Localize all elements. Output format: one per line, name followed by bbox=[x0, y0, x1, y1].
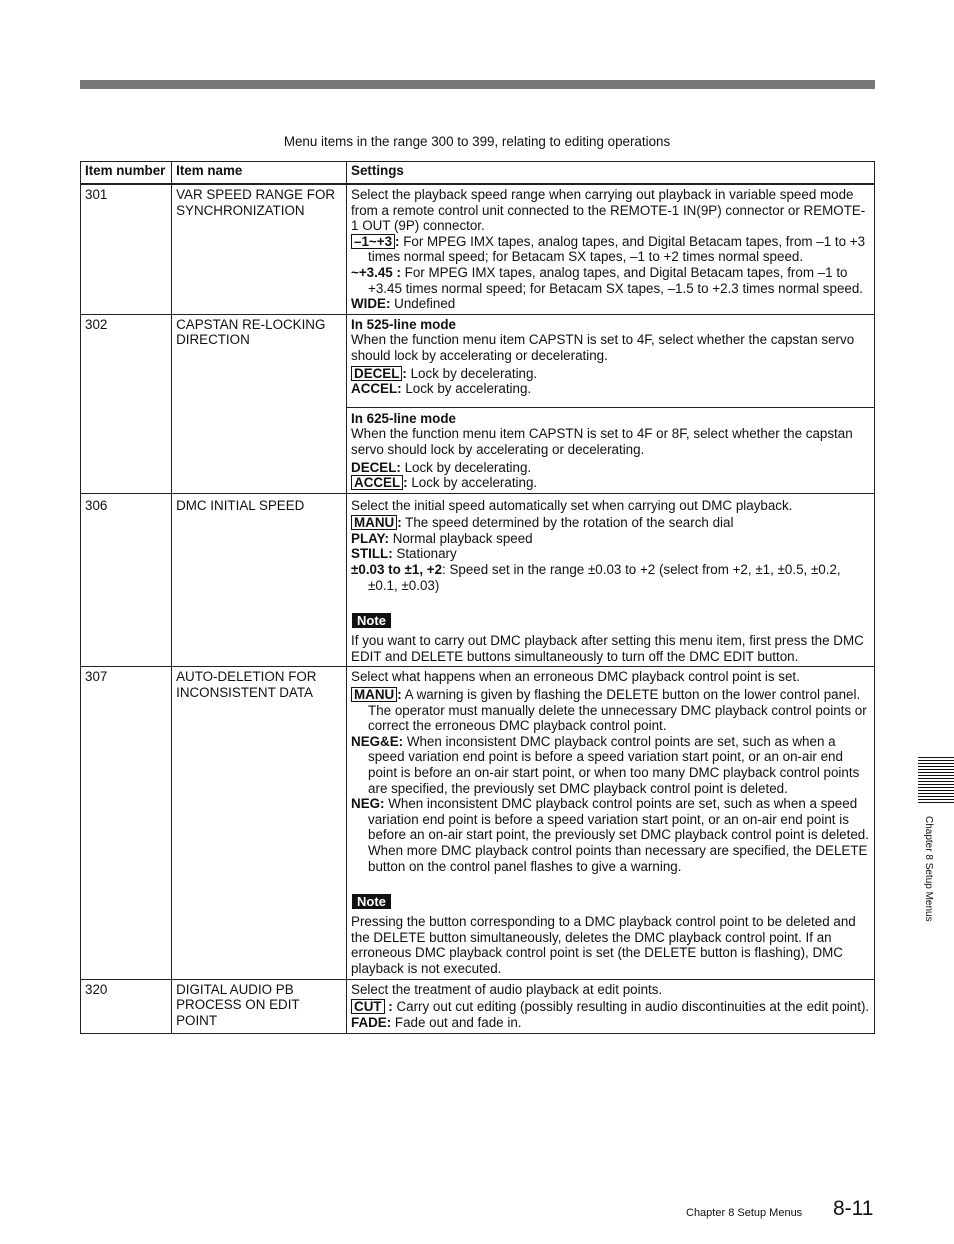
item-number: 307 bbox=[81, 667, 172, 979]
item-name: VAR SPEED RANGE FOR SYNCHRONIZATION bbox=[172, 184, 347, 314]
note-label: Note bbox=[352, 613, 391, 628]
option-description: For MPEG IMX tapes, analog tapes, and Digital Betacam tapes, from –1 to +3 times normal speed; for Betacam SX tapes, –1 to +2 times normal speed. bbox=[368, 233, 866, 265]
option-description: For MPEG IMX tapes, analog tapes, and Digital Betacam tapes, from –1 to +3.45 times normal speed; for Betacam SX tapes, –1.5 to +2.3 times normal speed. bbox=[368, 264, 864, 296]
option-key: NEG: bbox=[351, 796, 385, 812]
item-name: CAPSTAN RE-LOCKING DIRECTION bbox=[172, 314, 347, 493]
option-description: Fade out and fade in. bbox=[391, 1014, 522, 1030]
option-key: WIDE: bbox=[351, 296, 391, 312]
option-separator: : bbox=[397, 687, 402, 703]
item-name: DIGITAL AUDIO PB PROCESS ON EDIT POINT bbox=[172, 979, 347, 1034]
option-separator: : bbox=[397, 515, 402, 531]
note-text: If you want to carry out DMC playback after setting this menu item, first press the DMC EDIT and DELETE buttons simultaneously to turn off the DMC EDIT button. bbox=[351, 633, 864, 664]
option-separator: : bbox=[395, 233, 400, 249]
settings-intro: Select what happens when an erroneous DMC playback control point is set. bbox=[351, 669, 800, 685]
table-row bbox=[81, 667, 875, 979]
side-chapter-text: Chapter 8 Setup Menus bbox=[923, 816, 934, 922]
option-key: DECEL: bbox=[351, 459, 401, 475]
table-row bbox=[81, 314, 875, 493]
option-description: When inconsistent DMC playback control points are set, such as when a speed variation end point is before a speed variation start point, or an on-air end point is before an on-air start point, or when too many DMC playback control points are specified, the previously set DMC playback control point is deleted. bbox=[368, 733, 860, 796]
option-description: Lock by decelerating. bbox=[400, 459, 532, 475]
option-key: ±0.03 to ±1, +2 bbox=[351, 562, 443, 578]
setting-option bbox=[351, 366, 870, 382]
menu-items-table bbox=[80, 161, 875, 1034]
header-settings: Settings bbox=[347, 162, 875, 185]
option-description: Lock by decelerating. bbox=[406, 365, 538, 381]
option-separator: : bbox=[403, 475, 408, 491]
item-number: 301 bbox=[81, 184, 172, 314]
item-number: 306 bbox=[81, 493, 172, 667]
setting-option bbox=[351, 531, 870, 547]
option-description: : Speed set in the range ±0.03 to +2 (select from +2, ±1, ±0.5, ±0.2, ±0.1, ±0.03) bbox=[368, 562, 841, 593]
side-chapter-label bbox=[920, 816, 934, 946]
item-name: AUTO-DELETION FOR INCONSISTENT DATA bbox=[172, 667, 347, 979]
item-name: DMC INITIAL SPEED bbox=[172, 493, 347, 667]
option-key: FADE: bbox=[351, 1014, 392, 1030]
table-caption: Menu items in the range 300 to 399, relating to editing operations bbox=[283, 134, 671, 149]
item-settings bbox=[347, 979, 875, 1034]
item-settings bbox=[347, 184, 875, 314]
header-rule bbox=[80, 80, 875, 89]
option-description: Undefined bbox=[390, 296, 456, 312]
settings-intro: Select the treatment of audio playback at edit points. bbox=[351, 981, 663, 997]
setting-option bbox=[351, 562, 870, 593]
option-description: A warning is given by flashing the DELETE button on the lower control panel. bbox=[401, 687, 861, 703]
default-value-key: DECEL bbox=[351, 366, 402, 381]
setting-option bbox=[351, 475, 870, 491]
settings-intro: When the function menu item CAPSTN is set to 4F, select whether the capstan servo should lock by accelerating or decelerating. bbox=[351, 332, 855, 363]
option-key: ~+3.45 : bbox=[351, 264, 401, 280]
item-number: 302 bbox=[81, 314, 172, 493]
option-separator: : bbox=[402, 365, 407, 381]
header-item-number: Item number bbox=[81, 162, 172, 185]
item-settings bbox=[347, 667, 875, 979]
option-description: Carry out cut editing (possibly resulting in audio discontinuities at the edit point). bbox=[392, 999, 870, 1015]
item-settings bbox=[347, 493, 875, 667]
header-item-name: Item name bbox=[172, 162, 347, 185]
table-row bbox=[81, 493, 875, 667]
option-description: Lock by accelerating. bbox=[407, 475, 538, 491]
option-description: When inconsistent DMC playback control points are set, such as when a speed variation end point is before a speed variation start point, or an on-air end point is before an on-air start point, the previously set DMC playback control point is deleted. When more DMC playback control points than necessary are specified, the DELETE button on the control panel flashes to give a warning. bbox=[368, 796, 869, 874]
page-number: 8-11 bbox=[833, 1197, 874, 1220]
default-value-key: –1~+3 bbox=[351, 234, 395, 249]
option-key: STILL: bbox=[351, 546, 393, 562]
table-header-row bbox=[81, 162, 875, 185]
default-value-key: MANU bbox=[351, 687, 397, 702]
setting-option bbox=[351, 734, 870, 796]
setting-option bbox=[351, 687, 870, 703]
setting-option bbox=[351, 999, 870, 1015]
default-value-key: MANU bbox=[351, 515, 397, 530]
option-key: PLAY: bbox=[351, 530, 389, 546]
setting-option bbox=[351, 460, 870, 476]
item-settings bbox=[347, 314, 875, 493]
setting-option bbox=[351, 796, 870, 874]
setting-option bbox=[351, 546, 870, 562]
note-label: Note bbox=[352, 894, 391, 909]
settings-intro: When the function menu item CAPSTN is set to 4F or 8F, select whether the capstan servo should lock by accelerating or decelerating. bbox=[351, 426, 853, 457]
footer-chapter-label: Chapter 8 Setup Menus bbox=[686, 1207, 803, 1219]
mode-625-section bbox=[347, 407, 874, 491]
settings-intro: Select the initial speed automatically set when carrying out DMC playback. bbox=[351, 497, 793, 513]
mode-625-title: In 625-line mode bbox=[351, 410, 456, 426]
option-key: ACCEL: bbox=[351, 381, 402, 397]
table-row bbox=[81, 184, 875, 314]
setting-option bbox=[351, 234, 870, 265]
note-text: Pressing the button corresponding to a DMC playback control point to be deleted and the DELETE button simultaneously, deletes the DMC playback control point. If an erroneous DMC playback control point is set (the DELETE button is flashing), DMC playback is not executed. bbox=[351, 914, 856, 976]
default-value-key: CUT bbox=[351, 999, 385, 1014]
chapter-thumb-tab bbox=[918, 757, 954, 803]
item-number: 320 bbox=[81, 979, 172, 1034]
option-description: The speed determined by the rotation of the search dial bbox=[401, 515, 734, 531]
setting-option bbox=[351, 515, 870, 531]
option-continuation: The operator must manually delete the unnecessary DMC playback control points or correct the erroneous DMC playback control point. bbox=[368, 702, 867, 734]
option-key: NEG&E: bbox=[351, 733, 404, 749]
option-description: Normal playback speed bbox=[388, 530, 533, 546]
setting-option bbox=[351, 381, 870, 397]
setting-option bbox=[351, 296, 870, 312]
option-separator: : bbox=[384, 999, 393, 1015]
default-value-key: ACCEL bbox=[351, 475, 403, 490]
option-description: Stationary bbox=[392, 546, 457, 562]
setting-option bbox=[351, 1015, 870, 1031]
setting-option bbox=[351, 265, 870, 296]
settings-intro: Select the playback speed range when carrying out playback in variable speed mode from a remote control unit connected to the REMOTE-1 IN(9P) connector or REMOTE-1 OUT (9P) connector. bbox=[351, 187, 866, 234]
table-row bbox=[81, 979, 875, 1034]
mode-525-title: In 525-line mode bbox=[351, 316, 456, 332]
option-description: Lock by accelerating. bbox=[401, 381, 532, 397]
